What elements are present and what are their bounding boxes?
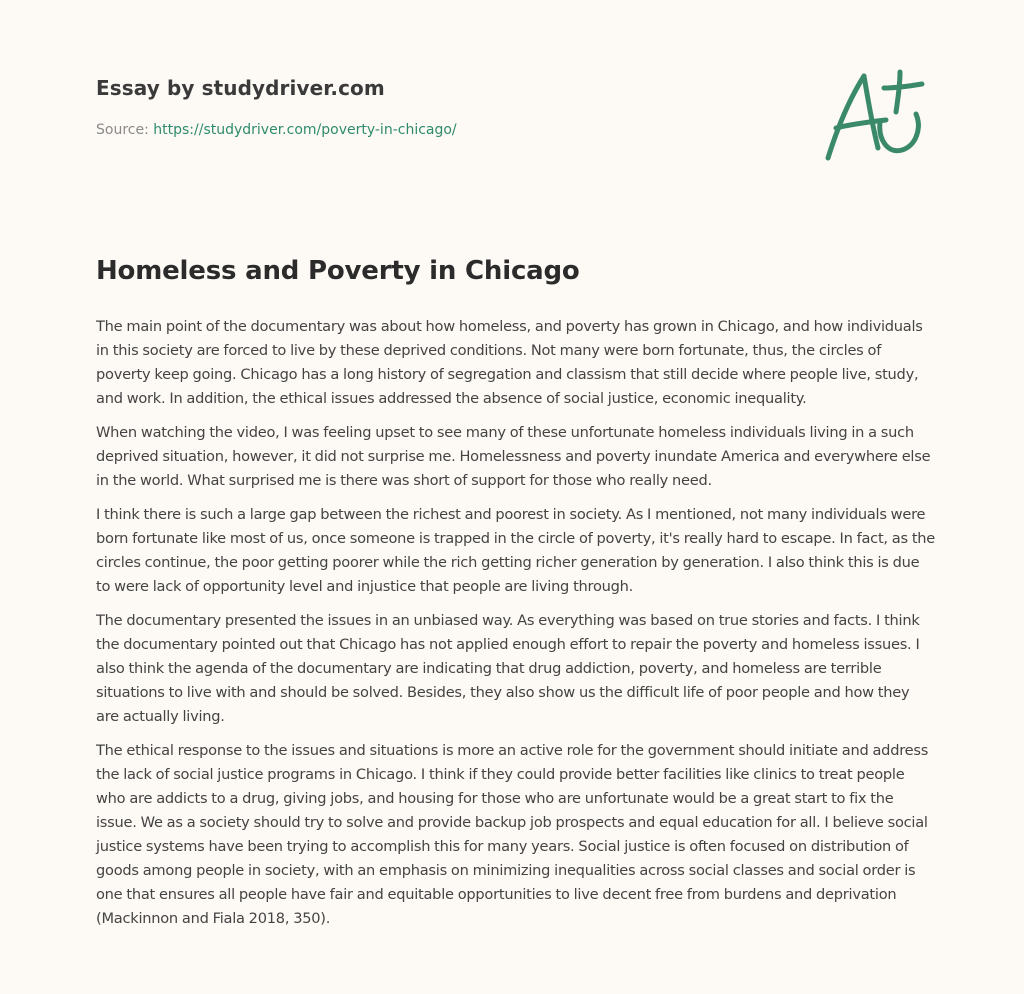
site-title: Essay by studydriver.com — [96, 76, 385, 100]
essay-body — [96, 315, 936, 941]
paragraph: I think there is such a large gap between the richest and poorest in society. As I mentioned, not many individuals were born fortunate like most of us, once someone is trapped in the circle of poverty, it's really hard to escape. In fact, as the circles continue, the poor getting poorer while the rich getting richer generation by generation. I also think this is due to were lack of opportunity level and injustice that people are living through. — [96, 506, 936, 595]
source-link[interactable]: https://studydriver.com/poverty-in-chicago/ — [153, 122, 457, 138]
a-plus-logo — [818, 66, 930, 166]
paragraph: When watching the video, I was feeling upset to see many of these unfortunate homeless individuals living in a such deprived situation, however, it did not surprise me. Homelessness and poverty inundate America and everywhere else in the world. What surprised me is there was short of support for those who really need. — [96, 424, 931, 489]
source-line — [96, 122, 796, 138]
essay-title: Homeless and Poverty in Chicago — [96, 256, 580, 286]
paragraph: The ethical response to the issues and situations is more an active role for the government should initiate and address the lack of social justice programs in Chicago. I think if they could provide better facilities like clinics to treat people who are addicts to a drug, giving jobs, and housing for those who are unfortunate would be a great start to fix the issue. We as a society should try to solve and provide backup job prospects and equal education for all. I believe social justice systems have been trying to accomplish this for many years. Social justice is often focused on distribution of goods among people in society, with an emphasis on minimizing inequalities across social classes and social order is one that ensures all people have fair and equitable opportunities to live decent free from burdens and deprivation (Mackinnon and Fiala 2018, 350). — [96, 742, 929, 927]
paragraph: The documentary presented the issues in an unbiased way. As everything was based on true stories and facts. I think the documentary pointed out that Chicago has not applied enough effort to repair the poverty and homeless issues. I also think the agenda of the documentary are indicating that drug addiction, poverty, and homeless are terrible situations to live with and should be solved. Besides, they also show us the difficult life of poor people and how they are actually living. — [96, 612, 920, 725]
source-label: Source: — [96, 122, 154, 138]
paragraph: The main point of the documentary was about how homeless, and poverty has grown in Chicago, and how individuals in this society are forced to live by these deprived conditions. Not many were born fortunate, thus, the circles of poverty keep going. Chicago has a long history of segregation and classism that still decide where people live, study, and work. In addition, the ethical issues addressed the absence of social justice, economic inequality. — [96, 318, 923, 407]
page-header — [96, 76, 796, 138]
